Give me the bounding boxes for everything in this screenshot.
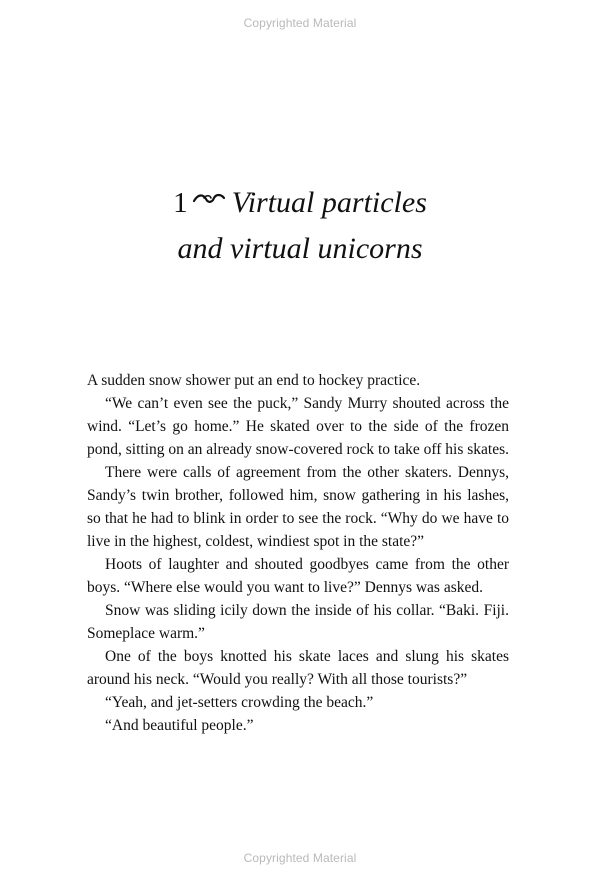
paragraph: “Yeah, and jet-setters crowding the beach.” <box>105 694 374 711</box>
paragraph: One of the boys knotted his skate laces and slung his skates around his neck. “Would you really? With all those tourists?” <box>87 648 509 688</box>
paragraph: Hoots of laughter and shouted goodbyes came from the other boys. “Where else would you want to live?” Dennys was asked. <box>87 556 509 596</box>
paragraph: There were calls of agreement from the other skaters. Dennys, Sandy’s twin brother, followed him, snow gathering in his lashes, so that he had to blink in order to see the rock. “Why do we have to live in the highest, coldest, windiest spot in the state?” <box>87 464 509 550</box>
swash-ornament-icon <box>192 192 226 206</box>
chapter-heading <box>0 180 600 272</box>
chapter-title-line-1 <box>0 180 600 226</box>
paragraph: A sudden snow shower put an end to hockey practice. <box>87 372 421 389</box>
paragraph: “And beautiful people.” <box>105 717 254 734</box>
chapter-number: 1 <box>173 187 188 219</box>
chapter-body <box>87 369 509 737</box>
chapter-title-line-2: and virtual unicorns <box>177 232 423 265</box>
paragraph: Snow was sliding icily down the inside of his collar. “Baki. Fiji. Someplace warm.” <box>87 602 509 642</box>
copyright-watermark-bottom: Copyrighted Material <box>243 851 357 865</box>
paragraph: “We can’t even see the puck,” Sandy Murry shouted across the wind. “Let’s go home.” He skated over to the side of the frozen pond, sitting on an already snow-covered rock to take off his skates. <box>87 395 509 458</box>
chapter-title-text-1: Virtual particles <box>231 186 427 219</box>
copyright-watermark-top: Copyrighted Material <box>243 16 357 30</box>
